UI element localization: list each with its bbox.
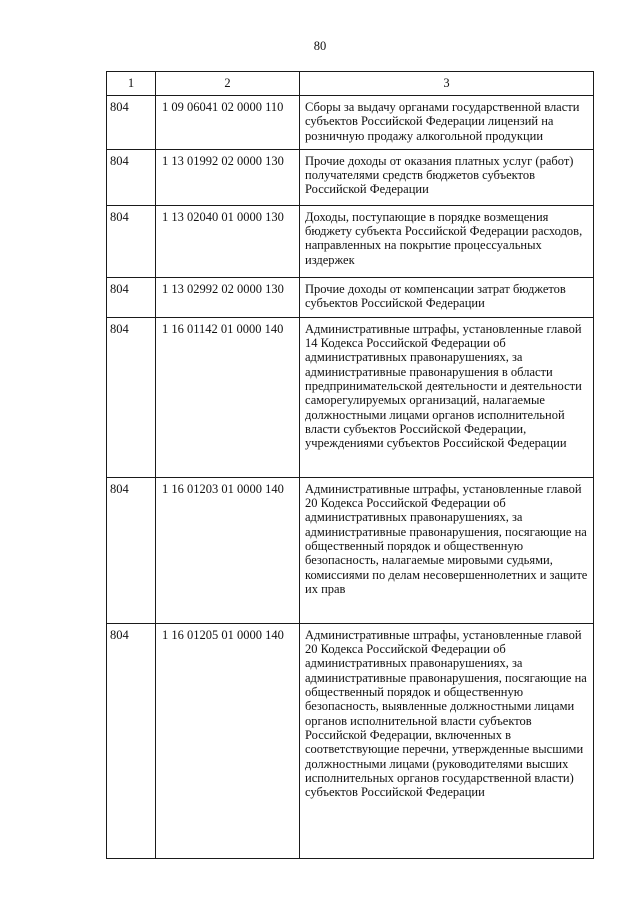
revenue-code-cell: 1 13 02992 02 0000 130 <box>156 277 300 317</box>
revenue-code-cell: 1 13 02040 01 0000 130 <box>156 205 300 277</box>
admin-code-cell: 804 <box>107 277 156 317</box>
revenue-code-cell: 1 16 01205 01 0000 140 <box>156 623 300 858</box>
revenue-name-cell: Сборы за выдачу органами государственной власти субъектов Российской Федерации лицензий на розничную продажу алкогольной продукции <box>300 96 594 150</box>
revenue-name-cell: Прочие доходы от компенсации затрат бюджетов субъектов Российской Федерации <box>300 277 594 317</box>
revenue-name-cell: Доходы, поступающие в порядке возмещения бюджету субъекта Российской Федерации расходов, направленных на покрытие процессуальных издержек <box>300 205 594 277</box>
admin-code-cell: 804 <box>107 317 156 477</box>
revenue-code-cell: 1 16 01142 01 0000 140 <box>156 317 300 477</box>
table-row <box>107 317 594 477</box>
admin-code-cell: 804 <box>107 623 156 858</box>
revenue-name-cell: Административные штрафы, установленные главой 20 Кодекса Российской Федерации об административных правонарушениях, за административные правонарушения, посягающие на общественный порядок и общественную безопасность, налагаемые мировыми судьями, комиссиями по делам несовершеннолетних и защите их прав <box>300 477 594 623</box>
table-row <box>107 623 594 858</box>
admin-code-cell: 804 <box>107 477 156 623</box>
column-header-1: 1 <box>107 72 156 96</box>
revenue-name-cell: Административные штрафы, установленные главой 20 Кодекса Российской Федерации об административных правонарушениях, за административные правонарушения, посягающие на общественный порядок и общественную безопасность, выявленные должностными лицами органов исполнительной власти субъектов Российской Федерации, включенных в соответствующие перечни, утвержденные высшими должностными лицами (руководителями высших исполнительных органов государственной власти) субъектов Российской Федерации <box>300 623 594 858</box>
revenue-code-cell: 1 16 01203 01 0000 140 <box>156 477 300 623</box>
page-number: 80 <box>313 39 327 53</box>
revenue-code-cell: 1 13 01992 02 0000 130 <box>156 149 300 205</box>
column-header-3: 3 <box>300 72 594 96</box>
revenue-name-cell: Прочие доходы от оказания платных услуг (работ) получателями средств бюджетов субъектов Российской Федерации <box>300 149 594 205</box>
table-row <box>107 205 594 277</box>
revenue-code-cell: 1 09 06041 02 0000 110 <box>156 96 300 150</box>
admin-code-cell: 804 <box>107 205 156 277</box>
admin-code-cell: 804 <box>107 149 156 205</box>
budget-classification-table <box>106 71 594 859</box>
table-row <box>107 277 594 317</box>
table-row <box>107 96 594 150</box>
revenue-name-cell: Административные штрафы, установленные главой 14 Кодекса Российской Федерации об административных правонарушениях, за административные правонарушения в области предпринимательской деятельности и деятельности саморегулируемых организаций, налагаемые должностными лицами органов исполнительной власти субъектов Российской Федерации, учреждениями субъектов Российской Федерации <box>300 317 594 477</box>
admin-code-cell: 804 <box>107 96 156 150</box>
table-row <box>107 477 594 623</box>
table-header-row <box>107 72 594 96</box>
column-header-2: 2 <box>156 72 300 96</box>
table-row <box>107 149 594 205</box>
